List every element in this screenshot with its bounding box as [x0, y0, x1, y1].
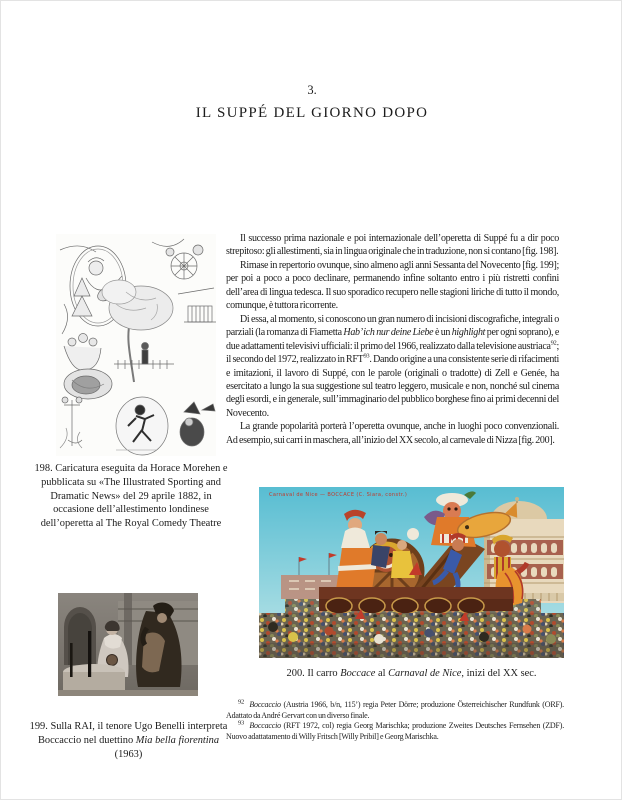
footnote-93: [226, 721, 564, 742]
fig199-tv-still-image: [58, 593, 198, 696]
fig200-postcard-image: [259, 487, 564, 658]
figure-199: [58, 593, 198, 696]
footnote-text: (RFT 1972, col) regia Georg Marischka; produzione Zweites Deutsches Fernsehen (ZDF). Nuovo adattatamento di Willy Fritsch [Willy Pribil] e Georg Marischka.: [226, 721, 564, 741]
footnote-ref-92: 92: [550, 339, 557, 347]
caption-text: 198. Caricatura eseguita da Horace Morehen e pubblicata su «The Illustrated Sporting and Dramatic News» del 29 aprile 1882, in occasione dell’allestimento londinese dell’operetta al The Royal Comedy Theatre: [34, 463, 228, 530]
footnote-work-title: Boccaccio: [249, 700, 281, 709]
caption-italic: Carnaval de Nice: [388, 668, 462, 679]
caption-italic: Boccace: [340, 668, 376, 679]
footnotes: [226, 700, 564, 742]
footnote-92: [226, 700, 564, 721]
figure-199-caption: [26, 720, 231, 761]
caption-text: , inizi del XX sec.: [461, 668, 537, 679]
page-title: IL SUPPÉ DEL GIORNO DOPO: [195, 105, 429, 121]
paragraph: Di essa, al momento, si conoscono un gran numero di incisioni discografiche, integrali o parziali (la romanza di Fiametta Hab’ ich nur deine Liebe è un highlight per ogni soprano), e due adattamenti televisivi ufficiali: il primo del 1966, realizzato dalla televisione austriaca$^{92}$; il secondo del 1972, realizzato in RFT$^{93}$. Dando origine a una consistente serie di rifacimenti e imitazioni, il lavoro di Suppé, con le parole (originali o tradotte) di Zell e Genée, ha esercitato a lungo la sua suggestione sul teatro leggero, musicale e non, nonché sul cinema degli esordi, e in generale, sull’immaginario del pubblico borghese fino ai primi decenni del Novecento.: [226, 313, 560, 419]
figure-200: [259, 487, 564, 658]
chapter-number: 3.: [307, 83, 317, 97]
caption-text: 200. Il carro: [286, 668, 341, 679]
caption-text: (1963): [114, 748, 143, 760]
fig198-engraving-image: [56, 234, 216, 456]
paragraph: Rimase in repertorio ovunque, sino almeno agli anni Sessanta del Novecento [fig. 199]; per poi a poco a poco declinare, permanendo infine soltanto entro i più ristretti confini dell’area di lingua tedesca. Il suo sporadico recupero nelle stagioni liriche di tutto il mondo, comunque, è tuttora ricorrente.: [226, 259, 559, 312]
caption-text: 199. Sulla RAI, il tenore Ugo Benelli interpreta Boccaccio nel duettino: [29, 721, 228, 746]
figure-198: [56, 234, 216, 456]
footnote-work-title: Boccaccio: [249, 721, 281, 731]
figure-200-caption: [249, 667, 574, 681]
figure-198-caption: [31, 462, 231, 531]
postcard-title-text: Carnaval de Nice — BOCCACE (C. Siara, constr.): [269, 492, 408, 498]
paragraph: La grande popolarità porterà l’operetta ovunque, anche in luoghi poco convenzionali. Ad esempio, sui carri in maschera, all’inizio del XX secolo, al carnevale di Nizza [fig. 200].: [226, 421, 559, 446]
body-text: [226, 232, 559, 447]
paragraph: Il successo prima nazionale e poi internazionale dell’operetta di Suppé fu a dir poco strepitoso: gli allestimenti, sia in lingua originale che in traduzione, non si contano [fig. 198].: [226, 233, 559, 258]
caption-italic: Mia bella fiorentina: [135, 734, 220, 746]
footnote-ref-93: 93: [363, 352, 370, 360]
footnote-text: (Austria 1966, b/n, 115’) regia Peter Dörre; produzione Österreichischer Rundfunk (ORF). Adattato da André Gervart con un diverso finale.: [226, 700, 564, 720]
footnote-92-number: 92: [238, 698, 245, 706]
caption-text: al: [375, 668, 389, 679]
footnote-93-number: 93: [238, 719, 245, 727]
